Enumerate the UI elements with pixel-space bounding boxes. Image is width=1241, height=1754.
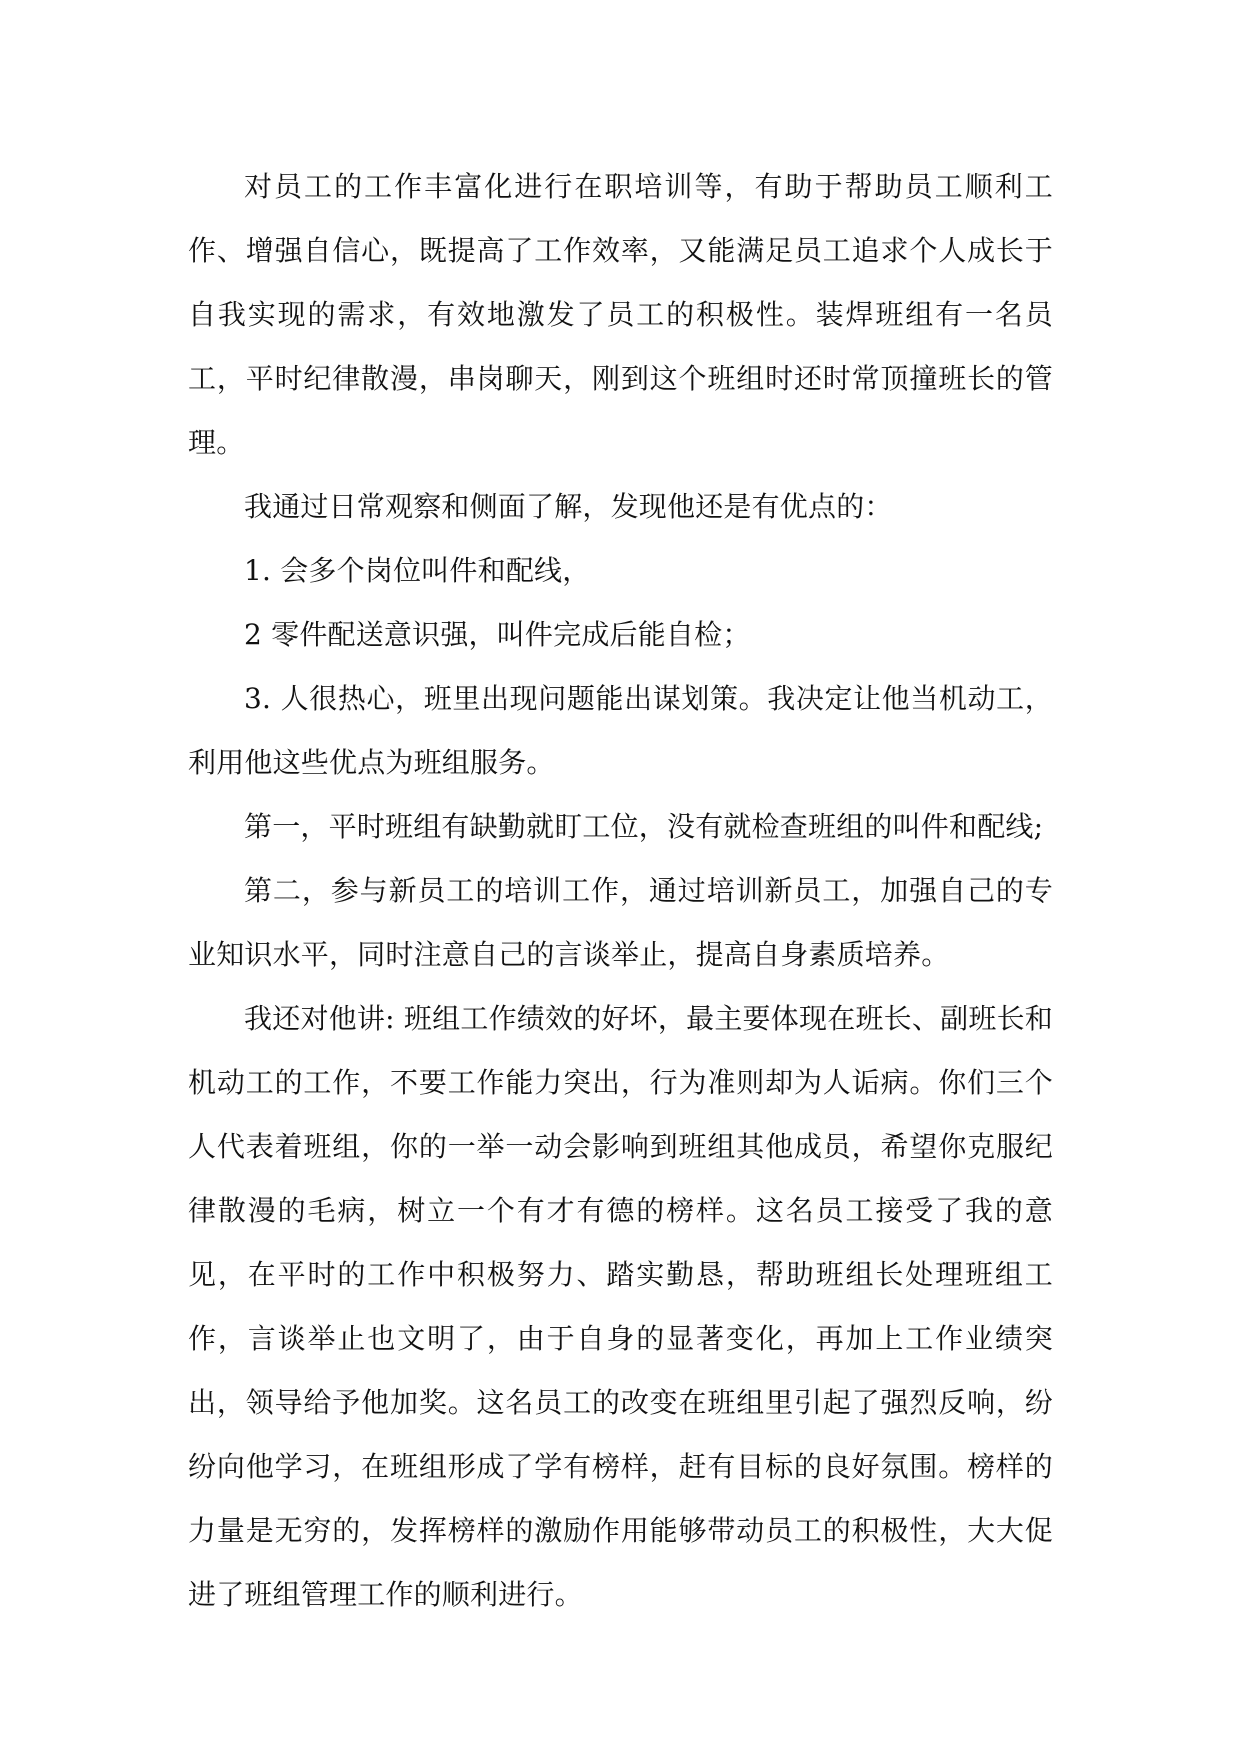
paragraph-first: 第一，平时班组有缺勤就盯工位，没有就检查班组的叫件和配线; <box>244 810 1044 843</box>
paragraph-second: 第二，参与新员工的培训工作，通过培训新员工，加强自己的专业知识水平，同时注意自己的言谈举止，提高自身素质培养。 <box>188 874 1053 971</box>
paragraph-observation: 我通过日常观察和侧面了解，发现他还是有优点的： <box>244 490 893 523</box>
document-body <box>188 155 1053 1627</box>
paragraph-training: 对员工的工作丰富化进行在职培训等，有助于帮助员工顺利工作、增强自信心，既提高了工作效率，又能满足员工追求个人成长于自我实现的需求，有效地激发了员工的积极性。装焊班组有一名员工，平时纪律散漫，串岗聊天，刚到这个班组时还时常顶撞班长的管理。 <box>188 170 1053 459</box>
list-item-3: 3. 人很热心，班里出现问题能出谋划策。我决定让他当机动工，利用他这些优点为班组服务。 <box>188 682 1053 779</box>
paragraph-conclusion: 我还对他讲: 班组工作绩效的好坏，最主要体现在班长、副班长和机动工的工作，不要工作能力突出，行为准则却为人诟病。你们三个人代表着班组，你的一举一动会影响到班组其他成员，希望你克服纪律散漫的毛病，树立一个有才有德的榜样。这名员工接受了我的意见，在平时的工作中积极努力、踏实勤恳，帮助班组长处理班组工作，言谈举止也文明了，由于自身的显著变化，再加上工作业绩突出，领导给予他加奖。这名员工的改变在班组里引起了强烈反响，纷纷向他学习，在班组形成了学有榜样，赶有目标的良好氛围。榜样的力量是无穷的，发挥榜样的激励作用能够带动员工的积极性，大大促进了班组管理工作的顺利进行。 <box>188 1002 1053 1611</box>
list-item-1: 1. 会多个岗位叫件和配线， <box>244 554 591 587</box>
list-item-2: 2 零件配送意识强，叫件完成后能自检； <box>244 618 751 651</box>
